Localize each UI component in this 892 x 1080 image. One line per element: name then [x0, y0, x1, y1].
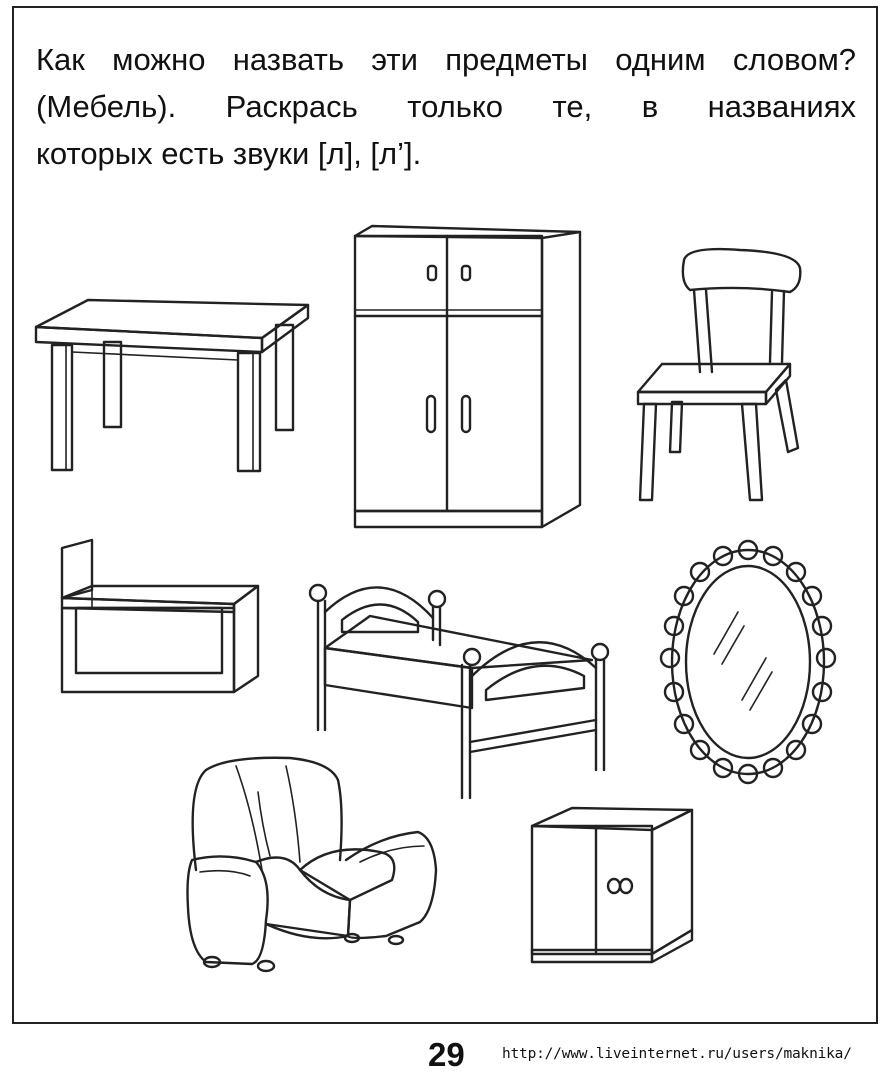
bench-icon [62, 540, 258, 692]
instruction-line-3: которых есть звуки [л], [л’]. [36, 136, 422, 171]
page-number: 29 [428, 1036, 465, 1073]
bed-icon [310, 585, 608, 798]
nightstand-icon [532, 808, 692, 962]
chair-icon [638, 249, 800, 500]
armchair-icon [188, 758, 437, 971]
source-url: http://www.liveinternet.ru/users/maknika/ [502, 1046, 852, 1062]
instruction-line-2: (Мебель). Раскрась только те, в названиях [36, 89, 856, 124]
wardrobe-icon [355, 226, 580, 527]
instruction-line-1: Как можно назвать эти предметы одним словом? [36, 42, 856, 77]
mirror-icon [661, 541, 835, 783]
table-icon [36, 300, 308, 471]
